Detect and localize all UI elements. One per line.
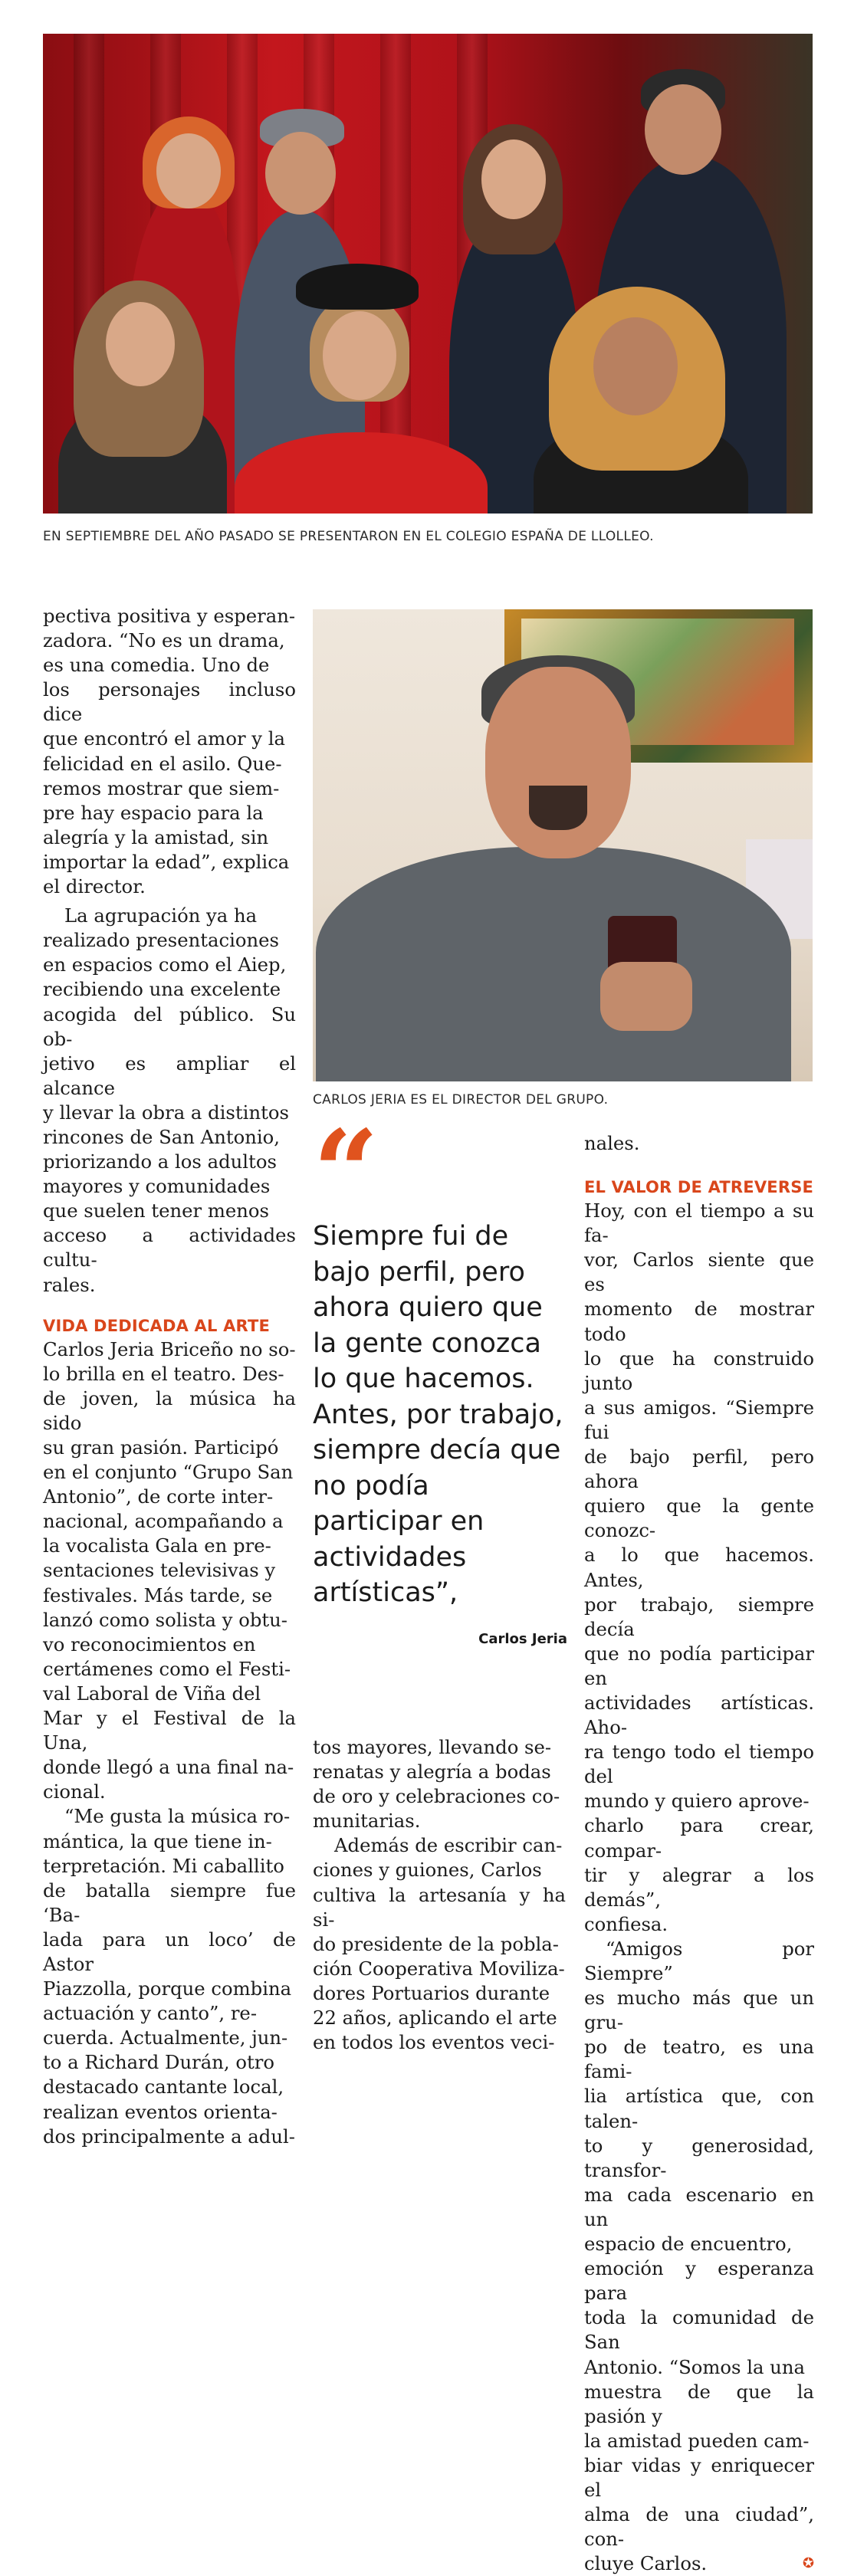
text-line: jetivo es ampliar el alcance (43, 1052, 296, 1099)
text-line: su gran pasión. Participó (43, 1436, 279, 1459)
text-line: los personajes incluso dice (43, 678, 296, 726)
text-line: remos mostrar que siem- (43, 776, 280, 799)
text-line: emoción y esperanza para (584, 2257, 814, 2305)
quote-mark-icon: “ (313, 1105, 379, 1240)
text-line: Además de escribir can- (334, 1834, 563, 1857)
text-line: cultiva la artesanía y ha si- (313, 1883, 566, 1931)
text-line: ma cada escenario en un (584, 2183, 814, 2230)
text-line: Mar y el Festival de la Una, (43, 1707, 296, 1754)
text-line: pre hay espacio para la (43, 801, 264, 824)
last-line (584, 2551, 814, 2576)
text-line: momento de mostrar todo (584, 1298, 814, 1345)
text-line: “Me gusta la música ro- (64, 1805, 291, 1828)
text-line: espacio de encuentro, (584, 2233, 793, 2256)
pull-quote-line: lo que hacemos. (313, 1363, 534, 1394)
text-line: nacional, acompañando a (43, 1510, 284, 1533)
pull-quote-line: la gente conozca (313, 1327, 541, 1359)
text-line: lia artística que, con talen- (584, 2085, 814, 2132)
text-line: la vocalista Gala en pre- (43, 1534, 271, 1557)
text-line: lanzó como solista y obtu- (43, 1608, 288, 1631)
pull-quote-line: Siempre fui de (313, 1221, 509, 1252)
text-line: de bajo perfil, pero ahora (584, 1446, 814, 1493)
pull-quote-attribution: Carlos Jeria (478, 1631, 567, 1647)
text-line: val Laboral de Viña del (43, 1682, 261, 1705)
pull-quote-line: bajo perfil, pero (313, 1256, 525, 1288)
text-line: de joven, la música ha sido (43, 1386, 296, 1434)
text-line: “Amigos por Siempre” (584, 1937, 814, 1984)
text-line: que encontró el amor y la (43, 727, 286, 750)
text-line: charlo para crear, compar- (584, 1814, 814, 1862)
text-line: quiero que la gente conozc- (584, 1495, 814, 1542)
pull-quote-line: no podía (313, 1470, 429, 1501)
text-line: tir y alegrar a los demás”, (584, 1863, 814, 1911)
text-line: actuación y canto”, re- (43, 2002, 258, 2025)
text-line: Carlos Jeria Briceño no so- (43, 1337, 296, 1360)
text-line: felicidad en el asilo. Que- (43, 752, 282, 775)
text-line: nales. (584, 1132, 640, 1154)
text-line: cluye Carlos. (584, 2552, 708, 2575)
text-line: po de teatro, es una fami- (584, 2036, 814, 2083)
text-line: es mucho más que un gru- (584, 1987, 814, 2034)
text-line: cional. (43, 1780, 106, 1803)
text-line: dos principalmente a adul- (43, 2125, 295, 2148)
text-line: ciones y guiones, Carlos (313, 1859, 542, 1882)
text-line: cuerda. Actualmente, jun- (43, 2026, 288, 2049)
text-line: donde llegó a una final na- (43, 1756, 294, 1779)
text-line: acceso a actividades cultu- (43, 1224, 296, 1272)
text-line: biar vidas y enriquecer el (584, 2453, 814, 2501)
text-line: la amistad pueden cam- (584, 2429, 810, 2452)
left-column (43, 604, 296, 2149)
text-line: Antonio”, de corte inter- (43, 1485, 274, 1508)
group-photo (43, 34, 813, 514)
text-line: lada para un loco’ de Astor (43, 1928, 296, 1975)
text-line: y llevar la obra a distintos (43, 1101, 289, 1124)
middle-column-bottom (313, 1735, 566, 2055)
text-line: en todos los eventos veci- (313, 2031, 555, 2054)
text-line: mántica, la que tiene in- (43, 1829, 272, 1852)
text-line: muestra de que la pasión y (584, 2380, 814, 2427)
pull-quote (313, 1219, 573, 1611)
text-line: recibiendo una excelente (43, 978, 281, 1001)
text-line: es una comedia. Uno de (43, 654, 270, 677)
text-line: festivales. Más tarde, se (43, 1583, 273, 1606)
text-line: que suelen tener menos (43, 1199, 269, 1222)
text-line: realizado presentaciones (43, 929, 280, 952)
text-line: mundo y quiero aprove- (584, 1790, 810, 1813)
left-top-text (43, 604, 296, 899)
text-line: por trabajo, siempre decía (584, 1593, 814, 1640)
text-line: alegría y la amistad, sin (43, 825, 269, 848)
text-line: to y generosidad, transfor- (584, 2134, 814, 2181)
text-line: Piazzolla, porque combina (43, 1977, 292, 2000)
pull-quote-line: ahora quiero que (313, 1292, 543, 1323)
text-line: a lo que hacemos. Antes, (584, 1544, 814, 1591)
text-line: vo reconocimientos en (43, 1633, 256, 1656)
text-line: alma de una ciudad”, con- (584, 2503, 814, 2551)
text-line: do presidente de la pobla- (313, 1932, 559, 1955)
text-line: el director. (43, 875, 146, 898)
text-line: munitarias. (313, 1810, 421, 1833)
text-line: confiesa. (584, 1912, 668, 1935)
text-line: acogida del público. Su ob- (43, 1003, 296, 1050)
text-line: 22 años, aplicando el arte (313, 2007, 557, 2030)
portrait-photo (313, 609, 813, 1081)
left-para-4 (43, 1804, 296, 2148)
text-line: tos mayores, llevando se- (313, 1736, 552, 1758)
text-line: Antonio. “Somos la una (584, 2355, 805, 2378)
text-line: rales. (43, 1273, 96, 1296)
text-line: sentaciones televisivas y (43, 1559, 276, 1582)
text-line: lo que ha construido junto (584, 1347, 814, 1394)
text-line: terpretación. Mi caballito (43, 1854, 284, 1877)
pull-quote-line: actividades (313, 1541, 467, 1573)
text-line: de oro y celebraciones co- (313, 1785, 560, 1808)
text-line: a sus amigos. “Siempre fui (584, 1396, 814, 1443)
text-line: pectiva positiva y esperan- (43, 605, 296, 627)
text-line: de batalla siempre fue ‘Ba- (43, 1879, 296, 1926)
text-line: priorizando a los adultos (43, 1150, 277, 1173)
pull-quote-line: participar en (313, 1506, 484, 1537)
section-heading-valor: EL VALOR DE ATREVERSE (584, 1178, 814, 1197)
left-para-2 (43, 904, 296, 1298)
text-line: importar la edad”, explica (43, 850, 290, 873)
text-line: to a Richard Durán, otro (43, 2051, 274, 2074)
section-heading-vida: VIDA DEDICADA AL ARTE (43, 1316, 271, 1335)
left-para-3 (43, 1337, 296, 1805)
pull-quote-line: siempre decía que (313, 1435, 561, 1465)
text-line: renatas y alegría a bodas (313, 1761, 551, 1784)
text-line: Hoy, con el tiempo a su fa- (584, 1199, 814, 1247)
end-mark-icon: ✪ (802, 2555, 814, 2572)
text-line: en espacios como el Aiep, (43, 953, 287, 976)
text-line: dores Portuarios durante (313, 1981, 550, 2004)
text-line: toda la comunidad de San (584, 2306, 814, 2354)
text-line: ra tengo todo el tiempo del (584, 1741, 814, 1788)
text-line: que no podía participar en (584, 1642, 814, 1689)
text-line: lo brilla en el teatro. Des- (43, 1362, 284, 1385)
text-line: destacado cantante local, (43, 2076, 284, 2099)
text-line: realizan eventos orienta- (43, 2100, 278, 2123)
pull-quote-line: artísticas”, (313, 1577, 458, 1608)
text-line: rincones de San Antonio, (43, 1125, 281, 1148)
text-line: actividades artísticas. Aho- (584, 1691, 814, 1739)
text-line: mayores y comunidades (43, 1175, 271, 1198)
right-column (584, 1131, 814, 2576)
text-line: La agrupación ya ha (64, 904, 258, 927)
text-line: vor, Carlos siente que es (584, 1249, 814, 1296)
text-line: zadora. “No es un drama, (43, 629, 285, 652)
text-line: en el conjunto “Grupo San (43, 1461, 294, 1484)
pull-quote-line: Antes, por trabajo, (313, 1399, 563, 1430)
text-line: ción Cooperativa Moviliza- (313, 1957, 565, 1980)
text-line: certámenes como el Festi- (43, 1657, 291, 1680)
portrait-caption: CARLOS JERIA ES EL DIRECTOR DEL GRUPO. (313, 1092, 609, 1108)
top-photo-caption: EN SEPTIEMBRE DEL AÑO PASADO SE PRESENTARON EN EL COLEGIO ESPAÑA DE LLOLLEO. (43, 529, 654, 544)
